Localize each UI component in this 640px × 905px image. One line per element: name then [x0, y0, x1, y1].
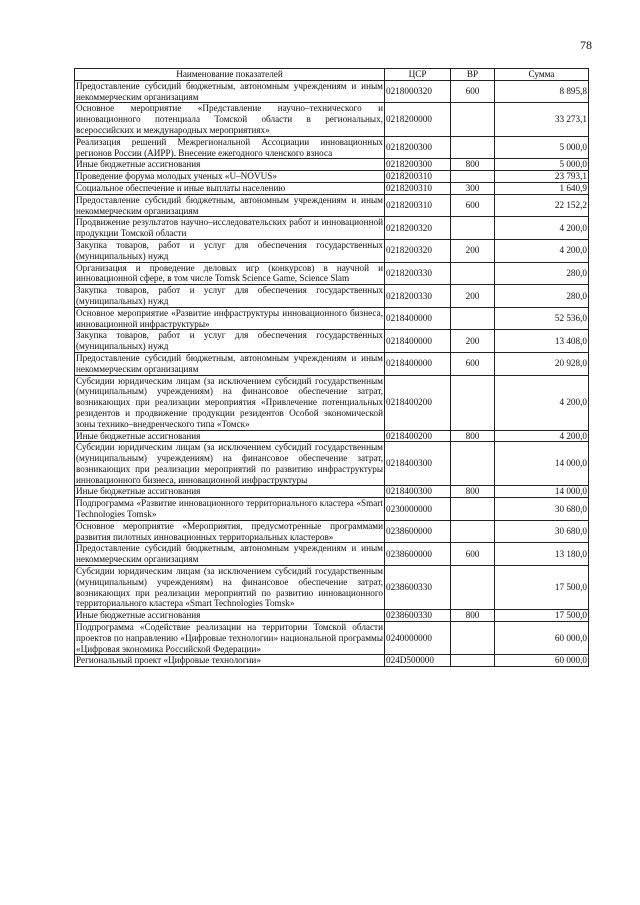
cell-vr: [451, 217, 495, 240]
table-row: [75, 80, 589, 103]
cell-vr: 600: [451, 543, 495, 566]
cell-csr: 0218400300: [385, 442, 451, 486]
cell-name: Субсидии юридическим лицам (за исключением субсидий государственным (муниципальным) учреждениям) на финансовое обеспечение затрат, возникающих при реализации мероприятия «Привлечение потенциальных резидентов и продвижение продукции резидентов Особой экономической зоны технико–внедренческого типа «Томск»: [76, 375, 383, 429]
cell-name: Субсидии юридическим лицам (за исключением субсидий государственным (муниципальным) учреждениям) на финансовое обеспечение затрат, возникающих при реализации мероприятий по развитию инфраструктуры инновационного бизнеса, инновационной инфраструктуры: [76, 442, 383, 485]
cell-sum: 280,0: [495, 262, 589, 285]
page-number: 78: [580, 38, 592, 52]
table-row: [75, 330, 589, 353]
cell-vr: [451, 262, 495, 285]
cell-csr: 0218200330: [385, 262, 451, 285]
cell-sum: 13 180,0: [495, 543, 589, 566]
table-row: [75, 566, 589, 610]
cell-vr: 800: [451, 430, 495, 442]
cell-vr: [451, 566, 495, 610]
table-row: [75, 182, 589, 194]
cell-csr: 0218200320: [385, 239, 451, 262]
table-row: [75, 430, 589, 442]
header-vr: ВР: [451, 69, 495, 81]
cell-name: Проведение форума молодых ученых «U–NOVUS»: [75, 171, 385, 183]
cell-sum: 8 895,8: [495, 80, 589, 103]
cell-csr: 0218400000: [385, 307, 451, 330]
table-row: [75, 307, 589, 330]
cell-name: Предоставление субсидий бюджетным, автономным учреждениям и иным некоммерческим организациям: [76, 80, 383, 102]
cell-csr: 0218200310: [385, 171, 451, 183]
cell-csr: 0218400200: [385, 375, 451, 430]
cell-name: Подпрограмма «Содействие реализации на территории Томской области проектов по направлению «Цифровые технологии» национальной программы «Цифровая экономика Российской Федерации»: [76, 622, 383, 654]
cell-sum: 22 152,2: [495, 194, 589, 217]
cell-sum: 4 200,0: [495, 217, 589, 240]
cell-name: Закупка товаров, работ и услуг для обеспечения государственных (муниципальных) нужд: [76, 285, 383, 306]
cell-name: Закупка товаров, работ и услуг для обеспечения государственных (муниципальных) нужд: [76, 330, 383, 352]
cell-name: Предоставление субсидий бюджетным, автономным учреждениям и иным некоммерческим организациям: [76, 543, 383, 565]
table-body: [75, 80, 589, 666]
cell-name: Предоставление субсидий бюджетным, автономным учреждениям и иным некоммерческим организациям: [76, 352, 383, 374]
header-name: Наименование показателей: [75, 69, 385, 81]
cell-vr: 600: [451, 352, 495, 375]
table-row: [75, 610, 589, 622]
cell-vr: 800: [451, 159, 495, 171]
cell-csr: 0218400200: [385, 430, 451, 442]
cell-vr: 200: [451, 285, 495, 308]
cell-sum: 17 500,0: [495, 610, 589, 622]
cell-vr: [451, 622, 495, 655]
cell-name: Иные бюджетные ассигнования: [75, 610, 385, 622]
cell-sum: 13 408,0: [495, 330, 589, 353]
cell-csr: 0238600330: [385, 566, 451, 610]
cell-vr: [451, 375, 495, 430]
cell-csr: 0218200320: [385, 217, 451, 240]
table-row: [75, 655, 589, 667]
cell-sum: 280,0: [495, 285, 589, 308]
cell-vr: 200: [451, 330, 495, 353]
table-row: [75, 442, 589, 486]
table-row: [75, 375, 589, 430]
table-header-row: [75, 69, 589, 81]
cell-name: Основное мероприятие «Представление научно–технического и инновационного потенциала Томской области в региональных, всероссийских и международных мероприятиях»: [76, 103, 383, 135]
cell-sum: 1 640,9: [495, 182, 589, 194]
cell-name: Подпрограмма «Развитие инновационного территориального кластера «Smart Technologies Tomsk»: [76, 498, 383, 520]
cell-csr: 0218200330: [385, 285, 451, 308]
cell-name: Продвижение результатов научно–исследовательских работ и инновационной продукции Томской области: [76, 217, 383, 239]
cell-sum: 5 000,0: [495, 159, 589, 171]
table-row: [75, 520, 589, 543]
cell-sum: 14 000,0: [495, 442, 589, 486]
cell-vr: [451, 655, 495, 667]
table-row: [75, 285, 589, 308]
cell-csr: 0218000320: [385, 80, 451, 103]
table-row: [75, 136, 589, 159]
cell-csr: 0218200310: [385, 194, 451, 217]
table-row: [75, 352, 589, 375]
table-row: [75, 171, 589, 183]
cell-sum: 30 680,0: [495, 498, 589, 521]
cell-sum: 20 928,0: [495, 352, 589, 375]
cell-sum: 23 793,1: [495, 171, 589, 183]
table-row: [75, 217, 589, 240]
cell-vr: 600: [451, 194, 495, 217]
cell-csr: 0240000000: [385, 622, 451, 655]
cell-vr: 200: [451, 239, 495, 262]
table-row: [75, 194, 589, 217]
cell-vr: [451, 442, 495, 486]
cell-name: Иные бюджетные ассигнования: [75, 159, 385, 171]
cell-sum: 33 273,1: [495, 103, 589, 136]
header-csr: ЦСР: [385, 69, 451, 81]
cell-csr: 0218200300: [385, 159, 451, 171]
cell-csr: 0218400000: [385, 352, 451, 375]
cell-name: Основное мероприятие «Развитие инфраструктуры инновационного бизнеса, инновационной инфраструктуры»: [76, 307, 383, 329]
cell-csr: 024D500000: [385, 655, 451, 667]
cell-csr: 0238600000: [385, 520, 451, 543]
cell-vr: [451, 171, 495, 183]
cell-vr: 300: [451, 182, 495, 194]
table-row: [75, 543, 589, 566]
cell-sum: 4 200,0: [495, 375, 589, 430]
cell-csr: 0238600000: [385, 543, 451, 566]
cell-csr: 0218200300: [385, 136, 451, 159]
cell-csr: 0218200310: [385, 182, 451, 194]
cell-sum: 4 200,0: [495, 430, 589, 442]
cell-sum: 52 536,0: [495, 307, 589, 330]
cell-csr: 0218400000: [385, 330, 451, 353]
cell-vr: [451, 103, 495, 136]
cell-name: Субсидии юридическим лицам (за исключением субсидий государственным (муниципальным) учреждениям) на финансовое обеспечение затрат, возникающих при реализации мероприятий по развитию инновационного территориального кластера «Smart Technologies Tomsk»: [76, 566, 383, 609]
header-sum: Сумма: [495, 69, 589, 81]
cell-name: Организация и проведение деловых игр (конкурсов) в научной и инновационной сфере, в том числе Tomsk Science Game, Science Slam: [76, 262, 383, 284]
cell-name: Закупка товаров, работ и услуг для обеспечения государственных (муниципальных) нужд: [76, 239, 383, 261]
cell-vr: 600: [451, 80, 495, 103]
cell-csr: 0238600330: [385, 610, 451, 622]
cell-name: Реализация решений Межрегиональной Ассоциации инновационных регионов России (АИРР). Внесение ежегодного членского взноса: [76, 136, 383, 158]
cell-sum: 60 000,0: [495, 655, 589, 667]
cell-name: Иные бюджетные ассигнования: [75, 430, 385, 442]
cell-sum: 5 000,0: [495, 136, 589, 159]
table-row: [75, 486, 589, 498]
table-row: [75, 103, 589, 136]
cell-sum: 17 500,0: [495, 566, 589, 610]
cell-csr: 0218200000: [385, 103, 451, 136]
cell-sum: 60 000,0: [495, 622, 589, 655]
cell-name: Социальное обеспечение и иные выплаты населению: [75, 182, 385, 194]
cell-name: Предоставление субсидий бюджетным, автономным учреждениям и иным некоммерческим организациям: [76, 194, 383, 216]
table-row: [75, 159, 589, 171]
cell-name: Региональный проект «Цифровые технологии»: [75, 655, 385, 667]
table-row: [75, 622, 589, 655]
cell-csr: 0230000000: [385, 498, 451, 521]
cell-vr: 800: [451, 486, 495, 498]
cell-vr: [451, 307, 495, 330]
cell-vr: [451, 520, 495, 543]
cell-sum: 14 000,0: [495, 486, 589, 498]
table-row: [75, 262, 589, 285]
budget-table: [74, 68, 589, 667]
cell-vr: 800: [451, 610, 495, 622]
cell-name: Основное мероприятие «Мероприятия, предусмотренные программами развития пилотных инновационных территориальных кластеров»: [76, 520, 383, 542]
cell-sum: 30 680,0: [495, 520, 589, 543]
cell-sum: 4 200,0: [495, 239, 589, 262]
cell-vr: [451, 498, 495, 521]
cell-csr: 0218400300: [385, 486, 451, 498]
table-row: [75, 498, 589, 521]
cell-vr: [451, 136, 495, 159]
table-row: [75, 239, 589, 262]
cell-name: Иные бюджетные ассигнования: [75, 486, 385, 498]
